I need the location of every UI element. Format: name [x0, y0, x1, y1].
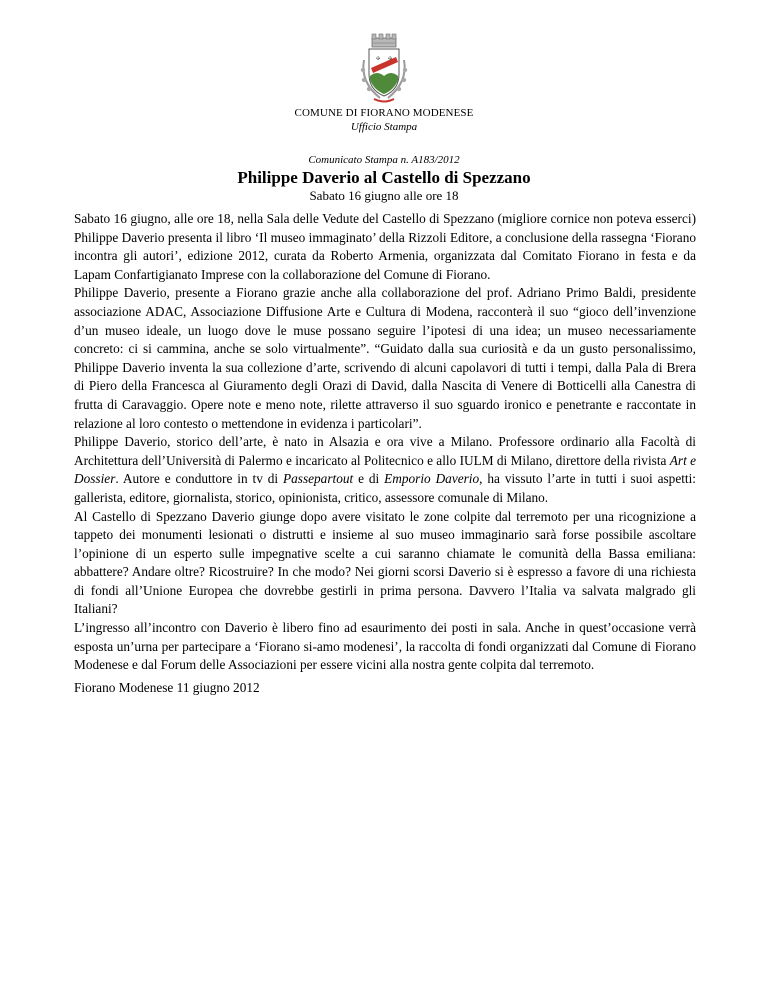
release-subtitle: Sabato 16 giugno alle ore 18 [309, 188, 459, 203]
body-paragraph-4: Al Castello di Spezzano Daverio giunge dopo avere visitato le zone colpite dal terremoto per una ricognizione a tappeto dei monumenti lesionati o distrutti e insieme al suo museo immaginario sarà forse possibile ascoltare l’opinione di un esperto sulle impegnative scelte a cui saranno chiamate le comunità della Bassa emiliana: abbattere? Andare oltre? Ricostruire? In che modo? Nei giorni scorsi Daverio si è espresso a favore di una richiesta di fondi all’Unione Europea che dovrebbe gestirli in prima persona. Davvero l’Italia va salvata malgrado gli Italiani? [74, 508, 696, 617]
p3-text-c: e di [353, 471, 385, 487]
place-date: Fiorano Modenese 11 giugno 2012 [74, 680, 260, 695]
p3-text-a: Philippe Daverio, storico dell’arte, è nato in Alsazia e ora vive a Milano. Professore ordinario alla Facoltà di Architettura dell’Università di Palermo e incaricato al Politecnico e allo IULM di Milano, direttore della rivista [74, 434, 696, 468]
svg-text:✣: ✣ [376, 56, 381, 62]
release-title: Philippe Daverio al Castello di Spezzano [237, 168, 531, 187]
organization-name: COMUNE DI FIORANO MODENESE [294, 107, 474, 119]
body-paragraph-1: Sabato 16 giugno, alle ore 18, nella Sala delle Vedute del Castello di Spezzano (migliore cornice non poteva esserci) Philippe Daverio presenta il libro ‘Il museo immaginato’ della Rizzoli Editore, a conclusione della rassegna ‘Fiorano incontra gli autori’, edizione 2012, curata da Roberto Armenia, organizzata dal Comitato Fiorano in festa e da Lapam Confartigianato Imprese con la collaborazione del Comune di Fiorano. [74, 211, 696, 282]
p3-text-b: . Autore e conduttore in tv di [115, 471, 283, 487]
show-title-passepartout: Passepartout [283, 471, 354, 487]
release-number: Comunicato Stampa n. A183/2012 [308, 154, 460, 166]
body-paragraph-5: L’ingresso all’incontro con Daverio è libero fino ad esaurimento dei posti in sala. Anche in quest’occasione verrà esposta un’urna per partecipare a ‘Fiorano si-amo modenesi’, la raccolta di fondi organizzati dal Comune di Fiorano Modenese e dal Forum delle Associazioni per essere vicini alla nostra gente colpita dal terremoto. [74, 620, 696, 673]
p3-text-d: , ha vissuto l’arte in tutti i suoi aspetti: gallerista, editore, giornalista, storico, opinionista, critico, assessore comunale di Milano. [74, 471, 697, 505]
release-body [74, 210, 696, 675]
department-name: Ufficio Stampa [350, 121, 418, 133]
body-paragraph-2: Philippe Daverio, presente a Fiorano grazie anche alla collaborazione del prof. Adriano Primo Baldi, presidente associazione ADAC, Associazione Diffusione Arte e Cultura di Modena, racconterà il suo “gioco dell’invenzione d’un museo ideale, un luogo dove le muse possano seguire l’ipotesi di una idea; un museo necessariamente concreto: ci si cammina, anche se solo virtualmente”. “Guidato dalla sua curiosità e da un gusto personalissimo, Philippe Daverio inventa la sua collezione d’arte, scrivendo di alcuni capolavori di tutti i tempi, dalla Pala di Brera di Piero della Francesca al Giuramento degli Orazi di David, dalla Nascita di Venere di Botticelli alla Canestra di frutta di Caravaggio. Opere note e meno note, rilette attraverso il suo sguardo ironico e penetrante e raccontate in relazione al loro contesto o mettendone in evidenza i particolari”. [74, 285, 696, 431]
magazine-title: Art e Dossier [74, 452, 696, 487]
body-paragraph-3 [74, 433, 696, 507]
show-title-emporio: Emporio Daverio [384, 471, 480, 487]
svg-text:✣: ✣ [388, 56, 393, 62]
municipal-coat-of-arms-icon [354, 30, 414, 106]
